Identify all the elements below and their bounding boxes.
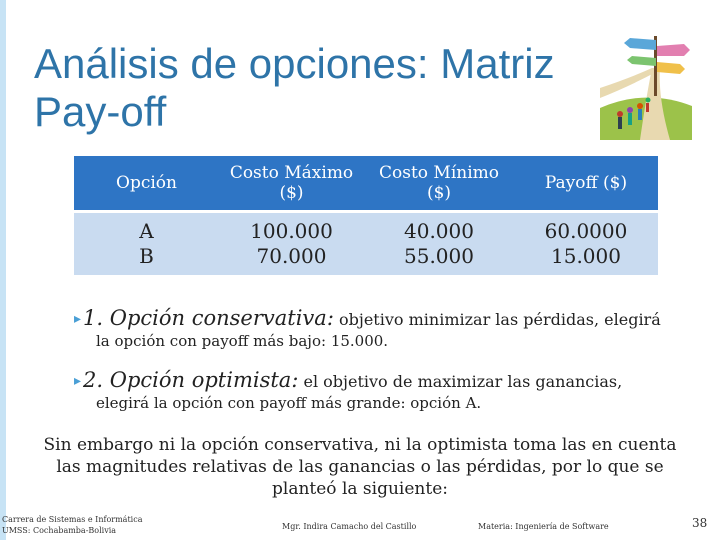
cell-costo-maximo xyxy=(219,212,364,276)
bullet-text: el objetivo de maximizar las ganancias, xyxy=(298,372,623,391)
cell-value: 15.000 xyxy=(551,244,621,268)
column-header-costo-maximo xyxy=(219,156,364,212)
bullet-continuation: elegirá la opción con payoff más grande: opción A. xyxy=(96,394,482,412)
bullet-lead: 2. Opción optimista: xyxy=(83,368,299,392)
cell-value: 100.000 xyxy=(250,219,333,243)
bullet-continuation: la opción con payoff más bajo: 15.000. xyxy=(96,332,389,350)
column-header-payoff xyxy=(514,156,658,212)
slide-title: Análisis de opciones: Matriz Pay-off xyxy=(34,40,555,135)
bullet-optimista xyxy=(74,368,684,412)
bullet-lead: 1. Opción conservativa: xyxy=(83,306,334,330)
footer-university: UMSS: Cochabamba-Bolivia xyxy=(2,526,117,535)
crossroads-signpost-illustration xyxy=(600,28,692,140)
column-header-costo-minimo xyxy=(364,156,514,212)
cell-payoff xyxy=(514,212,658,276)
footer-career: Carrera de Sistemas e Informática xyxy=(2,515,143,524)
cell-costo-minimo xyxy=(364,212,514,276)
payoff-matrix-table xyxy=(74,156,658,275)
cell-value: 60.0000 xyxy=(544,219,628,243)
cell-value: A xyxy=(139,219,154,243)
header-line: Costo Mínimo xyxy=(378,163,500,183)
column-header-opcion xyxy=(74,156,219,212)
header-unit: ($) xyxy=(279,183,304,203)
cell-value: 40.000 xyxy=(404,219,474,243)
table-header-row xyxy=(74,156,658,212)
bullet-text: objetivo minimizar las pérdidas, elegirá xyxy=(333,310,661,329)
table-row xyxy=(74,212,658,276)
footer-institution xyxy=(2,514,142,540)
bullet-marker-icon: ▸ xyxy=(74,311,82,327)
page-number: 38 xyxy=(692,516,708,530)
header-line: Opción xyxy=(116,173,177,193)
cell-value: 55.000 xyxy=(404,244,474,268)
bullet-marker-icon: ▸ xyxy=(74,373,82,389)
bullet-conservativa xyxy=(74,306,684,350)
header-line: Costo Máximo xyxy=(229,163,354,183)
cell-value: B xyxy=(139,244,154,268)
footer-author: Mgr. Indira Camacho del Castillo xyxy=(282,522,417,531)
header-unit: ($) xyxy=(426,183,452,203)
header-line: Payoff xyxy=(544,173,598,193)
cell-value: 70.000 xyxy=(256,244,327,268)
cell-opcion xyxy=(74,212,219,276)
footer-subject: Materia: Ingeniería de Software xyxy=(478,522,609,531)
accent-bar xyxy=(0,0,6,540)
body-paragraph: Sin embargo ni la opción conservativa, ni la optimista toma las en cuenta las magnitudes relativas de las ganancias o las pérdidas, por lo que se planteó la siguiente: xyxy=(43,435,677,499)
header-unit: ($) xyxy=(603,173,628,193)
